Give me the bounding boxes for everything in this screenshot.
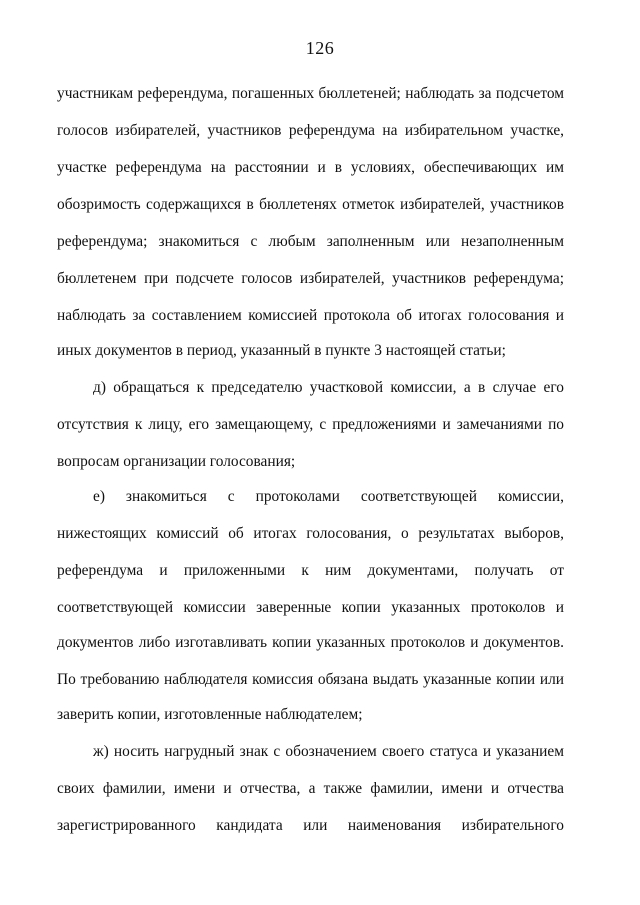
text-line: бюллетенем при подсчете голосов избирателей, участников референдума; bbox=[57, 270, 564, 287]
text-line: д) обращаться к председателю участковой комиссии, а в случае его bbox=[93, 379, 564, 396]
text-line: зарегистрированного кандидата или наименования избирательного bbox=[57, 817, 564, 834]
text-line: соответствующей комиссии заверенные копии указанных протоколов и bbox=[57, 599, 564, 616]
text-line: наблюдать за составлением комиссией протокола об итогах голосования и bbox=[57, 307, 564, 324]
text-line: вопросам организации голосования; bbox=[57, 453, 296, 470]
text-line: участникам референдума, погашенных бюллетеней; наблюдать за подсчетом bbox=[57, 85, 564, 102]
page-number: 126 bbox=[305, 38, 335, 58]
text-line: референдума и приложенными к ним документами, получать от bbox=[57, 562, 564, 579]
text-line: референдума; знакомиться с любым заполненным или незаполненным bbox=[57, 233, 564, 250]
text-line: участке референдума на расстоянии и в условиях, обеспечивающих им bbox=[57, 159, 564, 176]
text-line: нижестоящих комиссий об итогах голосования, о результатах выборов, bbox=[57, 525, 564, 542]
text-line: обозримость содержащихся в бюллетенях отметок избирателей, участников bbox=[57, 196, 564, 213]
text-line: иных документов в период, указанный в пункте 3 настоящей статьи; bbox=[57, 342, 506, 359]
text-line: своих фамилии, имени и отчества, а также фамилии, имени и отчества bbox=[57, 780, 564, 797]
text-line: е) знакомиться с протоколами соответствующей комиссии, bbox=[93, 488, 564, 505]
text-line: отсутствия к лицу, его замещающему, с предложениями и замечаниями по bbox=[57, 416, 564, 433]
text-line: ж) носить нагрудный знак с обозначением своего статуса и указанием bbox=[93, 743, 564, 760]
text-line: заверить копии, изготовленные наблюдателем; bbox=[57, 706, 363, 723]
text-line: голосов избирателей, участников референдума на избирательном участке, bbox=[57, 122, 564, 139]
text-line: документов либо изготавливать копии указанных протоколов и документов. bbox=[57, 634, 564, 651]
text-line: По требованию наблюдателя комиссия обязана выдать указанные копии или bbox=[57, 671, 564, 688]
